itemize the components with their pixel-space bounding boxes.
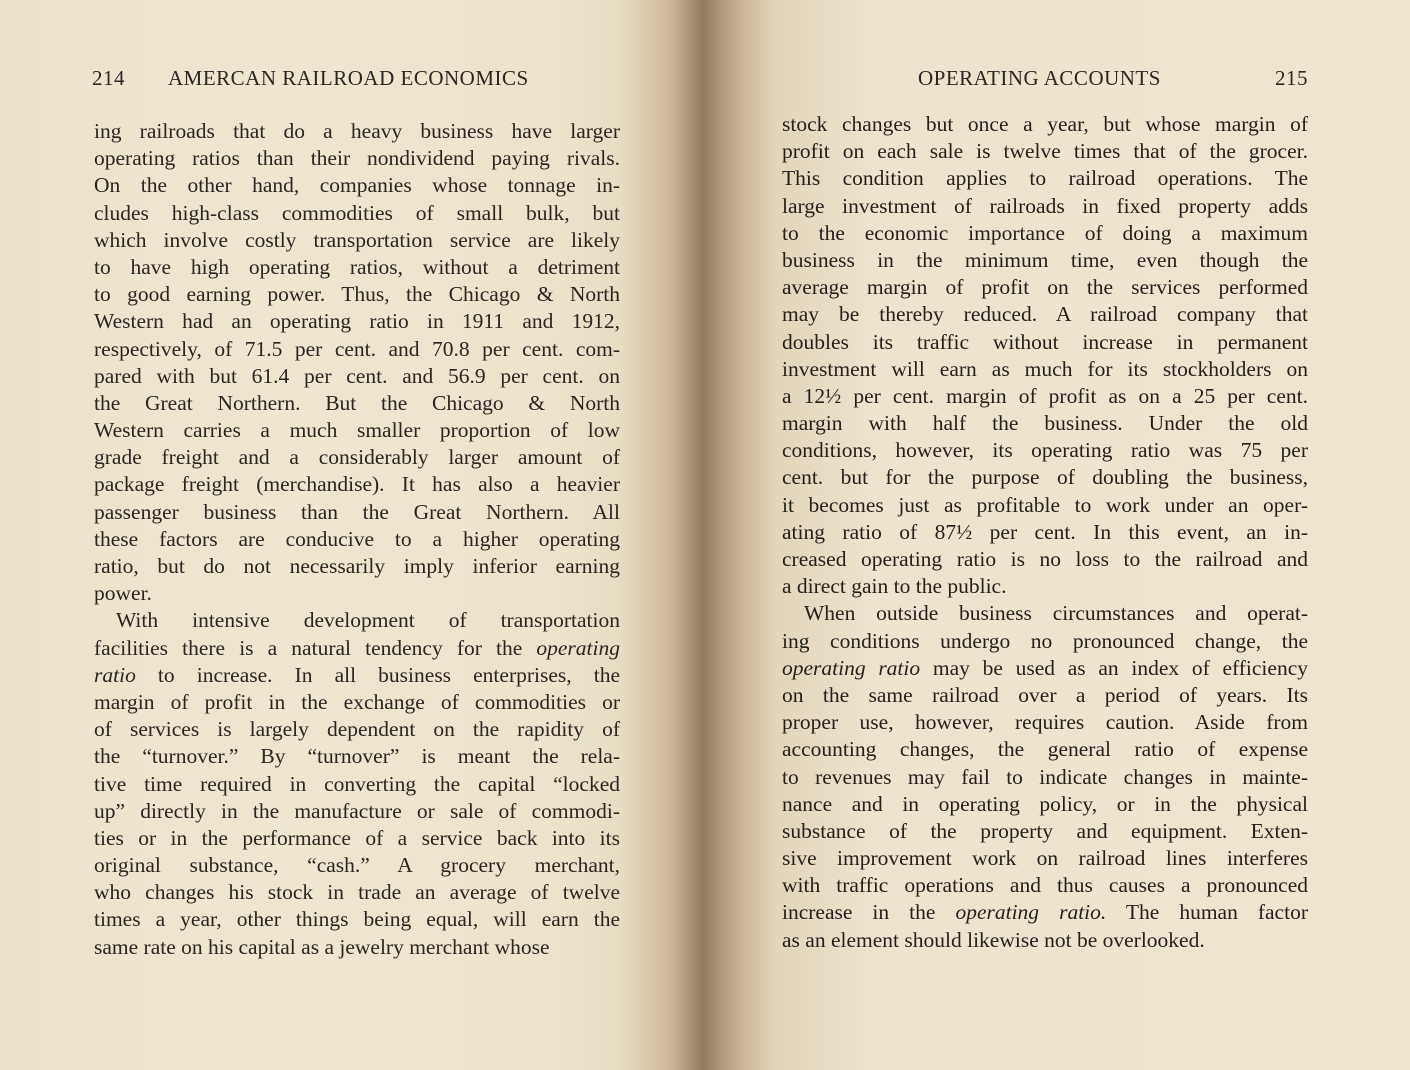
text-line: [94, 798, 620, 825]
text-fragment: Western had an operating ratio in 1911 and 1912,: [94, 309, 620, 334]
text-fragment: of services is largely dependent on the rapidity of: [94, 717, 620, 742]
text-line: [782, 764, 1308, 791]
text-fragment: margin of profit in the exchange of commodities or: [94, 689, 620, 714]
text-fragment: When outside business circumstances and operat-: [804, 601, 1308, 626]
text-fragment: The human factor: [1106, 900, 1308, 925]
text-fragment: grade freight and a considerably larger amount of: [94, 445, 620, 470]
text-line: [782, 437, 1308, 464]
text-line: [782, 818, 1308, 845]
text-fragment: large investment of railroads in fixed property adds: [782, 193, 1308, 218]
text-fragment: accounting changes, the general ratio of expense: [782, 737, 1308, 762]
text-fragment: proper use, however, requires caution. Aside from: [782, 710, 1308, 735]
text-fragment: with traffic operations and thus causes a pronounced: [782, 873, 1308, 898]
text-line: [94, 471, 620, 498]
running-head: OPERATING ACCOUNTS: [918, 66, 1161, 90]
left-page: [0, 0, 690, 1070]
text-fragment: facilities there is a natural tendency for the: [94, 635, 537, 660]
text-fragment: nance and in operating policy, or in the physical: [782, 791, 1308, 816]
text-line: [782, 655, 1308, 682]
text-line: [782, 165, 1308, 192]
text-line: [782, 573, 1308, 600]
text-line: [782, 274, 1308, 301]
text-line: [94, 499, 620, 526]
text-fragment: to increase. In all business enterprises, the: [135, 662, 620, 687]
page-number: 215: [1275, 66, 1308, 90]
text-fragment: ratio, but do not necessarily imply inferior earning: [94, 554, 620, 578]
text-line: [94, 743, 620, 770]
text-line: [782, 220, 1308, 247]
text-fragment: operating ratios than their nondividend paying rivals.: [94, 146, 620, 171]
text-fragment: to revenues may fail to indicate changes in mainte-: [782, 764, 1308, 789]
text-line: [94, 444, 620, 471]
text-fragment: ties or in the performance of a service back into its: [94, 825, 620, 850]
text-fragment: stock changes but once a year, but whose margin of: [782, 112, 1308, 136]
text-line: [782, 709, 1308, 736]
page-number: 214: [92, 66, 125, 90]
text-line: [782, 872, 1308, 899]
text-fragment: times a year, other things being equal, will earn the: [94, 907, 620, 932]
text-fragment: conditions, however, its operating ratio was 75 per: [782, 438, 1308, 463]
text-line: [782, 464, 1308, 491]
text-fragment: on the same railroad over a period of years. Its: [782, 682, 1308, 707]
text-fragment: who changes his stock in trade an average of twelve: [94, 880, 620, 905]
text-line: [782, 410, 1308, 437]
text-line: [782, 492, 1308, 519]
text-line: [94, 145, 620, 172]
text-line: [782, 356, 1308, 383]
italic-text: operating ratio: [782, 655, 921, 680]
text-fragment: original substance, “cash.” A grocery merchant,: [94, 853, 620, 878]
text-fragment: average margin of profit on the services performed: [782, 275, 1308, 300]
italic-text: operating ratio.: [955, 900, 1107, 925]
text-line: [782, 329, 1308, 356]
right-body-text: [782, 111, 1308, 954]
text-line: [94, 580, 620, 607]
text-line: [782, 927, 1308, 954]
text-fragment: may be used as an index of efficiency: [920, 655, 1308, 680]
text-fragment: to the economic importance of doing a maximum: [782, 220, 1308, 245]
text-line: [94, 336, 620, 363]
text-line: [94, 308, 620, 335]
text-fragment: substance of the property and equipment. Exten-: [782, 818, 1308, 843]
text-fragment: as an element should likewise not be overlooked.: [782, 927, 1205, 952]
text-line: [782, 600, 1308, 627]
text-line: [94, 852, 620, 879]
italic-text: operating: [536, 635, 620, 660]
text-line: [782, 682, 1308, 709]
italic-text: ratio: [94, 662, 136, 687]
text-line: [782, 899, 1308, 926]
text-line: [782, 628, 1308, 655]
text-fragment: doubles its traffic without increase in permanent: [782, 329, 1308, 354]
text-line: [94, 281, 620, 308]
text-line: [94, 771, 620, 798]
text-line: [94, 200, 620, 227]
text-fragment: respectively, of 71.5 per cent. and 70.8 per cent. com-: [94, 336, 620, 361]
text-fragment: to good earning power. Thus, the Chicago & North: [94, 282, 620, 307]
text-fragment: passenger business than the Great Northern. All: [94, 499, 620, 524]
text-line: [782, 111, 1308, 138]
text-line: [782, 791, 1308, 818]
text-line: [94, 906, 620, 933]
text-line: [94, 825, 620, 852]
text-line: [782, 301, 1308, 328]
text-line: [94, 689, 620, 716]
text-fragment: a direct gain to the public.: [782, 574, 1007, 599]
text-fragment: ing conditions undergo no pronounced change, the: [782, 628, 1308, 653]
text-fragment: cent. but for the purpose of doubling the business,: [782, 465, 1308, 490]
text-line: [94, 635, 620, 662]
text-line: [94, 417, 620, 444]
text-fragment: margin with half the business. Under the old: [782, 411, 1308, 436]
text-fragment: the “turnover.” By “turnover” is meant the rela-: [94, 744, 620, 769]
text-fragment: profit on each sale is twelve times that of the grocer.: [782, 139, 1308, 164]
text-line: [782, 845, 1308, 872]
right-page: [710, 0, 1410, 1070]
text-fragment: these factors are conducive to a higher operating: [94, 526, 620, 551]
text-line: [782, 383, 1308, 410]
text-line: [94, 934, 620, 961]
running-head: AMERCAN RAILROAD ECONOMICS: [168, 66, 529, 90]
text-fragment: it becomes just as profitable to work under an oper-: [782, 492, 1308, 517]
text-line: [94, 254, 620, 281]
text-fragment: business in the minimum time, even though the: [782, 247, 1308, 272]
text-line: [94, 390, 620, 417]
text-line: [94, 662, 620, 689]
text-fragment: same rate on his capital as a jewelry merchant whose: [94, 934, 550, 959]
text-line: [94, 553, 620, 580]
text-line: [782, 736, 1308, 763]
text-line: [94, 118, 620, 145]
text-line: [782, 247, 1308, 274]
text-line: [94, 716, 620, 743]
text-fragment: package freight (merchandise). It has also a heavier: [94, 472, 620, 497]
text-line: [94, 363, 620, 390]
text-fragment: a 12½ per cent. margin of profit as on a 25 per cent.: [782, 383, 1308, 408]
text-line: [94, 879, 620, 906]
text-fragment: investment will earn as much for its stockholders on: [782, 356, 1308, 381]
text-fragment: up” directly in the manufacture or sale of commodi-: [94, 798, 620, 823]
text-fragment: ing railroads that do a heavy business have larger: [94, 119, 620, 143]
text-fragment: Western carries a much smaller proportion of low: [94, 418, 620, 443]
text-fragment: which involve costly transportation service are likely: [94, 227, 620, 252]
text-fragment: the Great Northern. But the Chicago & North: [94, 390, 620, 415]
text-fragment: ating ratio of 87½ per cent. In this event, an in-: [782, 519, 1308, 544]
text-fragment: increase in the: [782, 900, 956, 925]
text-line: [782, 519, 1308, 546]
text-fragment: pared with but 61.4 per cent. and 56.9 per cent. on: [94, 363, 620, 388]
text-fragment: may be thereby reduced. A railroad company that: [782, 302, 1308, 327]
text-line: [94, 526, 620, 553]
text-line: [782, 546, 1308, 573]
text-fragment: With intensive development of transportation: [116, 608, 620, 633]
text-fragment: tive time required in converting the capital “locked: [94, 771, 620, 796]
left-body-text: [94, 118, 620, 961]
text-fragment: This condition applies to railroad operations. The: [782, 166, 1308, 191]
text-fragment: sive improvement work on railroad lines interferes: [782, 846, 1308, 871]
text-fragment: creased operating ratio is no loss to the railroad and: [782, 547, 1308, 571]
text-fragment: On the other hand, companies whose tonnage in-: [94, 173, 620, 198]
text-fragment: cludes high-class commodities of small bulk, but: [94, 200, 620, 225]
text-line: [94, 172, 620, 199]
text-line: [782, 193, 1308, 220]
text-line: [94, 227, 620, 254]
text-fragment: to have high operating ratios, without a detriment: [94, 254, 620, 279]
text-line: [94, 607, 620, 634]
text-line: [782, 138, 1308, 165]
text-fragment: power.: [94, 581, 152, 606]
